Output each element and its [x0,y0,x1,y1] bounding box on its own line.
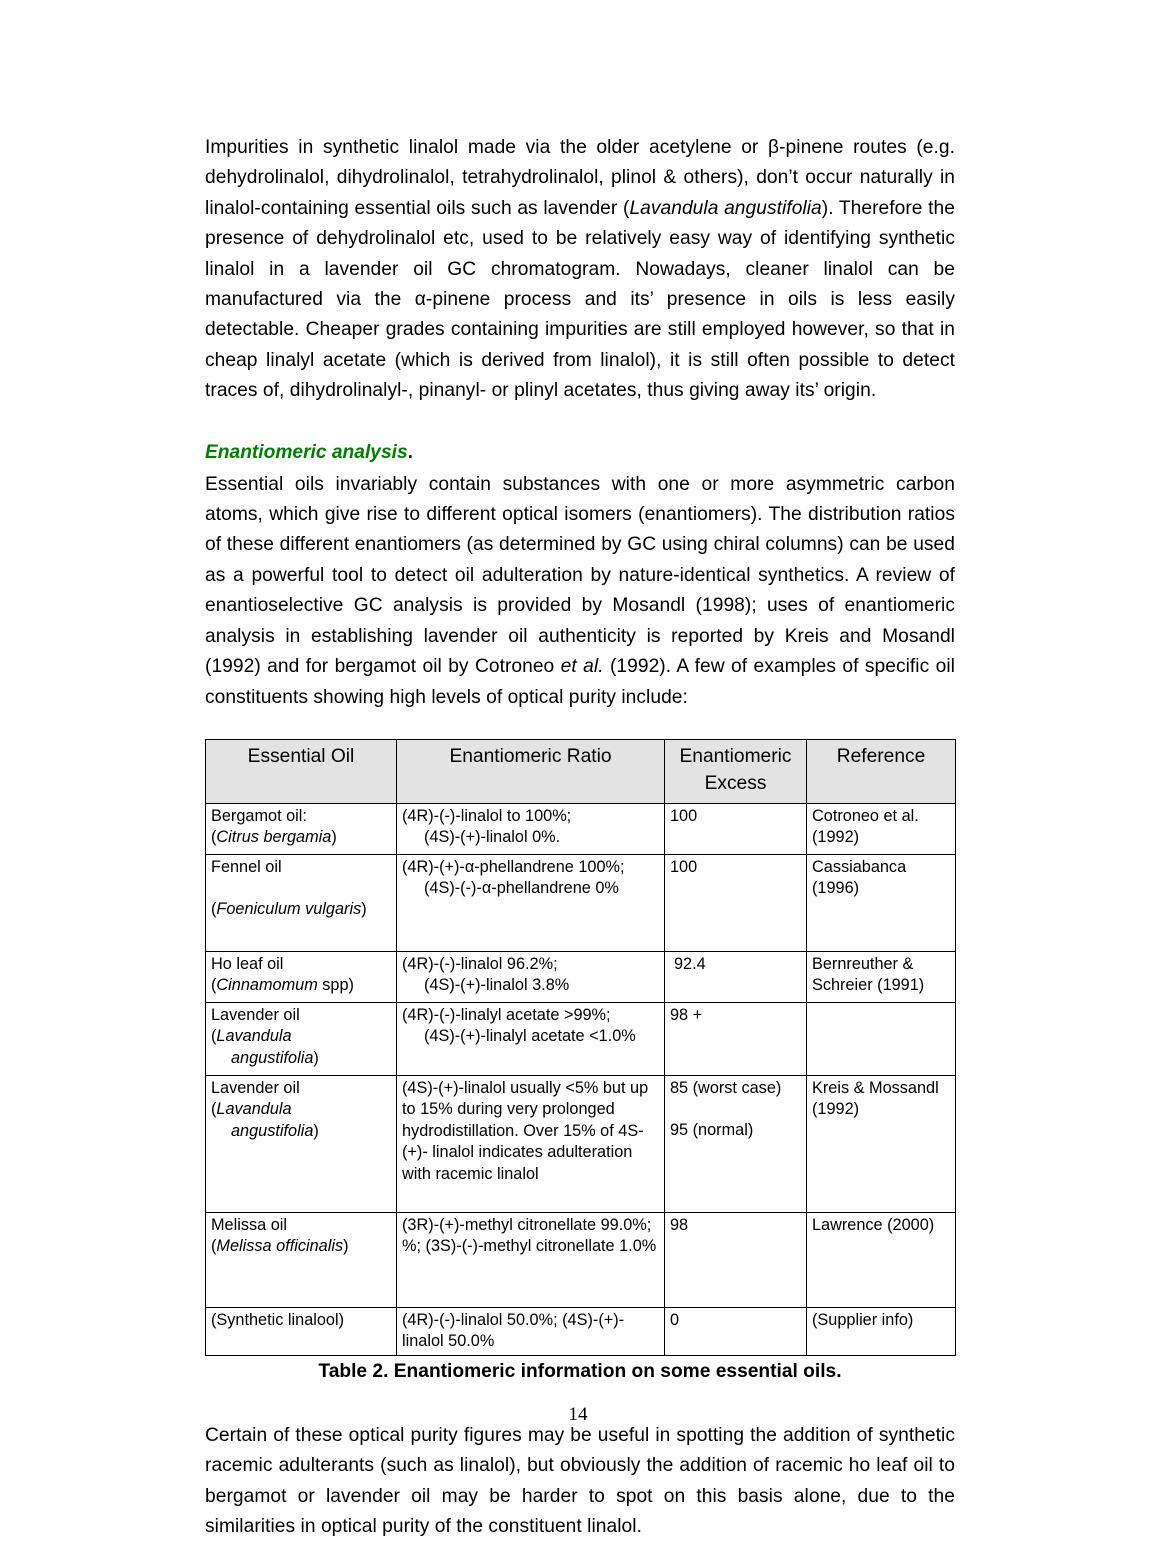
cell-reference: Bernreuther & Schreier (1991) [807,951,956,1002]
cell-enantiomeric-excess: 98 + [665,1002,807,1075]
cell-enantiomeric-excess [665,1075,807,1212]
cell-oil-name [206,1002,397,1075]
cell-oil-name [206,854,397,951]
cell-oil-name [206,951,397,1002]
oil-botanical-name-line2: angustifolia) [231,1121,319,1140]
oil-botanical-name-line1: (Lavandula [211,1027,292,1046]
cell-reference: Cassiabanca (1996) [807,854,956,951]
cell-oil-name [206,803,397,854]
oil-botanical-name: (Foeniculum vulgaris) [211,900,367,919]
cell-enantiomeric-ratio [397,1002,665,1075]
paragraph-closing: Certain of these optical purity figures may be useful in spotting the addition of synthetic racemic adulterants (such as linalol), but obviously the addition of racemic ho leaf oil to bergamot or lavender oil may be harder to spot on this basis alone, due to the similarities in optical purity of the constituent linalol. [205,1424,955,1537]
oil-common-name: Bergamot oil: [211,806,307,825]
oil-botanical-italic: Lavandula [216,1027,292,1046]
cell-enantiomeric-excess: 100 [665,854,807,951]
paragraph-enantiomeric [205,470,955,713]
ratio-line-2: (4S)-(+)-linalol 0%. [424,828,561,847]
paragraph-enantiomeric-part2: (1992). A few of examples of specific oil constituents showing high levels of optical purity include: [205,656,955,708]
column-header-essential-oil: Essential Oil [206,739,397,803]
oil-botanical-italic: Melissa officinalis [216,1237,344,1256]
paragraph-enantiomeric-part1: Essential oils invariably contain substances with one or more asymmetric carbon atoms, which give rise to different optical isomers (enantiomers). The distribution ratios of these different enantiomers (as determined by GC using chiral columns) can be used as a powerful tool to detect oil adulteration by nature-identical synthetics. A review of enantioselective GC analysis is provided by Mosandl (1998); uses of enantiomeric analysis in establishing lavender oil authenticity is reported by Kreis and Mosandl (1992) and for bergamot oil by Cotroneo [205,473,955,678]
table-row [206,951,956,1002]
column-header-enantiomeric-ratio: Enantiomeric Ratio [397,739,665,803]
oil-botanical-italic-2: angustifolia [231,1048,314,1067]
cell-enantiomeric-excess: 100 [665,803,807,854]
citation-et-al: et al. [560,656,604,678]
oil-common-name: Melissa oil [211,1215,288,1234]
cell-enantiomeric-excess: 0 [665,1307,807,1355]
oil-botanical-name: (Cinnamomum spp) [211,976,354,995]
oil-botanical-italic: Lavandula [216,1100,292,1119]
oil-common-name: Lavender oil [211,1078,300,1097]
ratio-line-1: (4R)-(-)-linalol 96.2%; [402,954,558,973]
oil-botanical-italic: Cinnamomum [216,976,318,995]
cell-enantiomeric-ratio [397,854,665,951]
section-heading-period: . [407,441,413,463]
page-number: 14 [568,1404,588,1425]
cell-oil-name [206,1075,397,1212]
enantiomeric-information-table [205,739,956,1356]
excess-normal: 95 (normal) [670,1121,754,1140]
paragraph-impurities-part2: ). Therefore the presence of dehydrolinalol etc, used to be relatively easy way of identifying synthetic linalol in a lavender oil GC chromatogram. Nowadays, cleaner linalol can be manufactured via the α-pinene process and its’ presence in oils is less easily detectable. Cheaper grades containing impurities are still employed however, so that in cheap linalyl acetate (which is derived from linalol), it is still often possible to detect traces of, dihydrolinalyl-, pinanyl- or plinyl acetates, thus giving away its’ origin. [205,197,955,402]
column-header-enantiomeric-excess: Enantiomeric Excess [665,739,807,803]
section-heading-label: Enantiomeric analysis [205,441,408,463]
oil-botanical-name-line1: (Lavandula [211,1100,292,1119]
cell-enantiomeric-ratio [397,951,665,1002]
cell-enantiomeric-ratio: (3R)-(+)-methyl citronellate 99.0%; %; (3S)-(-)-methyl citronellate 1.0% [397,1212,665,1307]
cell-enantiomeric-ratio: (4S)-(+)-linalol usually <5% but up to 15% during very prolonged hydrodistillation. Over 15% of 4S-(+)- linalol indicates adulteration with racemic linalol [397,1075,665,1212]
cell-oil-name: (Synthetic linalool) [206,1307,397,1355]
oil-common-name: Ho leaf oil [211,954,284,973]
paragraph-impurities-part1: Impurities in synthetic linalol made via the older acetylene or β-pinene routes (e.g. dehydrolinalol, dihydrolinalol, tetrahydrolinalol, plinol & others), don’t occur naturally in linalol-containing essential oils such as lavender ( [205,137,955,219]
table-row [206,854,956,951]
table-row [206,1075,956,1212]
oil-botanical-italic: Foeniculum vulgaris [216,900,362,919]
cell-reference: Cotroneo et al. (1992) [807,803,956,854]
cell-reference: (Supplier info) [807,1307,956,1355]
table-row [206,803,956,854]
spacer [670,1099,802,1120]
cell-reference: Kreis & Mossandl (1992) [807,1075,956,1212]
table-header-row [206,739,956,803]
table-row [206,1307,956,1355]
ratio-line-1: (4R)-(-)-linalyl acetate >99%; [402,1005,611,1024]
oil-botanical-name-line2: angustifolia) [231,1048,319,1067]
column-header-reference: Reference [807,739,956,803]
cell-oil-name [206,1212,397,1307]
cell-reference: Lawrence (2000) [807,1212,956,1307]
ratio-line-1: (4R)-(+)-α-phellandrene 100%; [402,857,625,876]
oil-botanical-tail: spp) [317,976,354,995]
table-caption: Table 2. Enantiomeric information on some essential oils. [318,1360,842,1382]
table-row [206,1002,956,1075]
oil-botanical-italic-2: angustifolia [231,1121,314,1140]
cell-enantiomeric-ratio [397,803,665,854]
ratio-line-2: (4S)-(-)-α-phellandrene 0% [424,879,619,898]
spacer [211,878,392,899]
document-page [205,0,955,1542]
cell-enantiomeric-excess: 98 [665,1212,807,1307]
paragraph-impurities [205,133,955,407]
section-heading-enantiomeric-analysis [205,407,955,467]
ratio-line-1: (4R)-(-)-linalol to 100%; [402,806,572,825]
excess-worst-case: 85 (worst case) [670,1078,782,1097]
cell-enantiomeric-excess: 92.4 [665,951,807,1002]
table-row [206,1212,956,1307]
oil-botanical-name: (Citrus bergamia) [211,828,337,847]
oil-common-name: Fennel oil [211,857,282,876]
oil-common-name: Lavender oil [211,1005,300,1024]
ratio-line-2: (4S)-(+)-linalyl acetate <1.0% [424,1027,636,1046]
cell-reference [807,1002,956,1075]
species-lavandula-angustifolia: Lavandula angustifolia [629,197,822,219]
oil-botanical-italic: Citrus bergamia [216,828,332,847]
oil-botanical-name: (Melissa officinalis) [211,1237,349,1256]
cell-enantiomeric-ratio: (4R)-(-)-linalol 50.0%; (4S)-(+)-linalol 50.0% [397,1307,665,1355]
ratio-line-2: (4S)-(+)-linalol 3.8% [424,976,570,995]
